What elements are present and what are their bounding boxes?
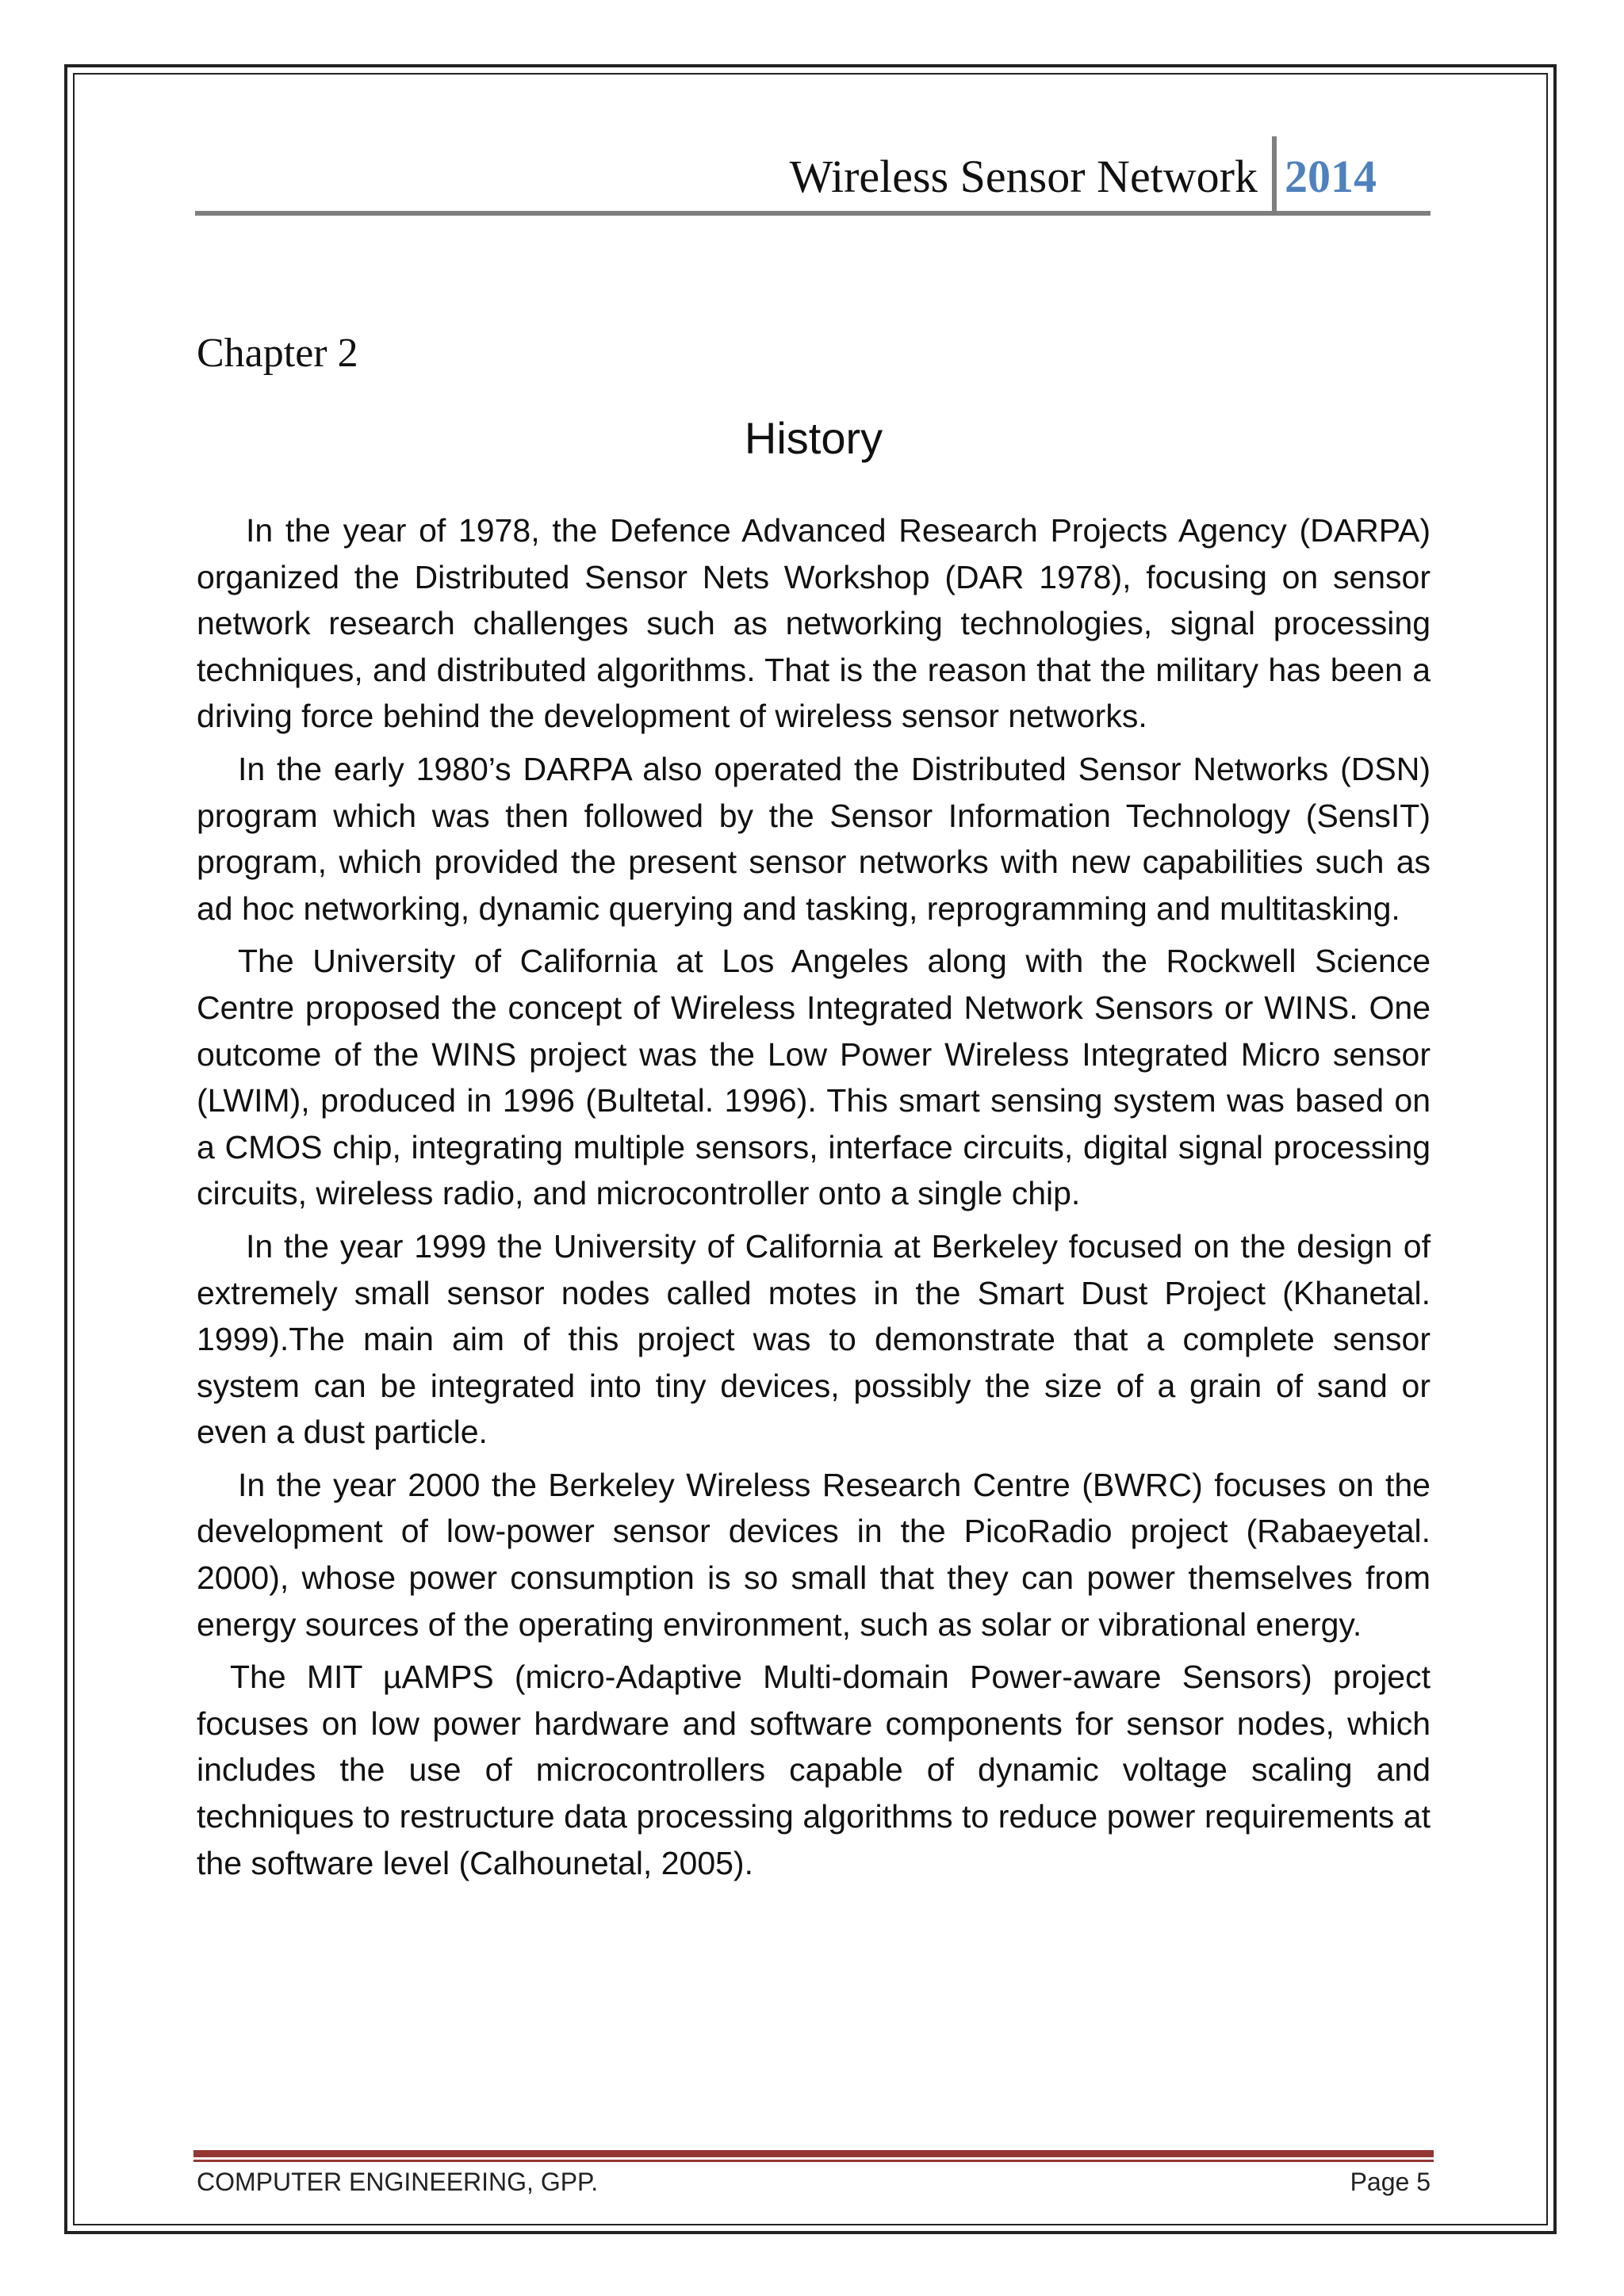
header-rule bbox=[195, 211, 1431, 216]
paragraph: The MIT µAMPS (micro-Adaptive Multi-domain Power-aware Sensors) project focuses on low power hardware and software components for sensor nodes, which includes the use of microcontrollers capable of dynamic voltage scaling and techniques to restructure data processing algorithms to reduce power requirements at the software level (Calhounetal, 2005). bbox=[197, 1659, 1431, 1881]
paragraph: In the year of 1978, the Defence Advanced Research Projects Agency (DARPA) organized the Distributed Sensor Nets Workshop (DAR 1978), focusing on sensor network research challenges such as networking technologies, signal processing techniques, and distributed algorithms. That is the reason that the military has been a driving force behind the development of wireless sensor networks. bbox=[197, 512, 1431, 735]
header-title: Wireless Sensor Network bbox=[789, 151, 1258, 202]
section-title: History bbox=[744, 413, 883, 463]
paragraph: The University of California at Los Angeles along with the Rockwell Science Centre proposed the concept of Wireless Integrated Network Sensors or WINS. One outcome of the WINS project was the Low Power Wireless Integrated Micro sensor (LWIM), produced in 1996 (Bultetal. 1996). This smart sensing system was based on a CMOS chip, integrating multiple sensors, interface circuits, digital signal processing circuits, wireless radio, and microcontroller onto a single chip. bbox=[197, 943, 1431, 1212]
paragraph: In the year 2000 the Berkeley Wireless Research Centre (BWRC) focuses on the development of low-power sensor devices in the PicoRadio project (Rabaeyetal. 2000), whose power consumption is so small that they can power themselves from energy sources of the operating environment, such as solar or vibrational energy. bbox=[197, 1466, 1431, 1643]
header-year: 2014 bbox=[1285, 151, 1377, 202]
chapter-label: Chapter 2 bbox=[197, 331, 358, 376]
body-text bbox=[197, 507, 1431, 1892]
footer-department: COMPUTER ENGINEERING, GPP. bbox=[197, 2168, 599, 2196]
paragraph: In the early 1980’s DARPA also operated the Distributed Sensor Networks (DSN) program which was then followed by the Sensor Information Technology (SensIT) program, which provided the present sensor networks with new capabilities such as ad hoc networking, dynamic querying and tasking, reprogramming and multitasking. bbox=[197, 750, 1431, 927]
page-footer bbox=[197, 2163, 1431, 2201]
page-header bbox=[195, 133, 1431, 216]
header-separator bbox=[1272, 136, 1277, 212]
page-number: Page 5 bbox=[1350, 2168, 1431, 2196]
paragraph: In the year 1999 the University of California at Berkeley focused on the design of extremely small sensor nodes called motes in the Smart Dust Project (Khanetal. 1999).The main aim of this project was to demonstrate that a complete sensor system can be integrated into tiny devices, possibly the size of a grain of sand or even a dust particle. bbox=[197, 1227, 1431, 1451]
footer-rule bbox=[193, 2150, 1434, 2162]
